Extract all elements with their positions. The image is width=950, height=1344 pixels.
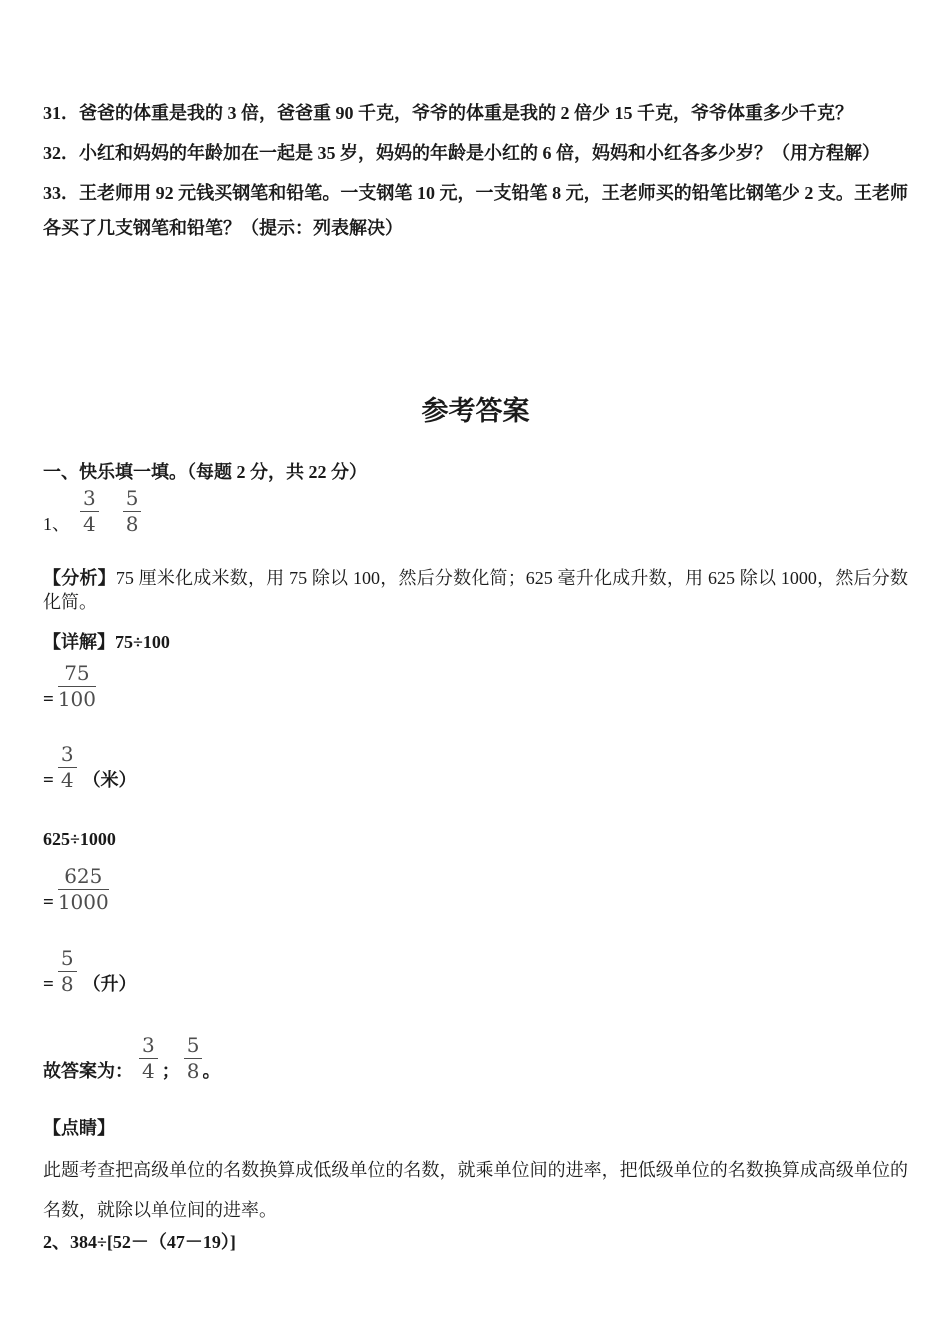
equals-sign: = — [43, 892, 54, 913]
conclusion-fraction-5-8 — [184, 1034, 203, 1083]
conclusion-separator: ； — [161, 1061, 180, 1081]
analysis-paragraph — [43, 566, 908, 614]
answers-title: 参考答案 — [421, 396, 530, 426]
equation-step-1 — [43, 662, 908, 711]
detail-label: 【详解】 — [43, 632, 115, 652]
answer-fraction-3-4 — [80, 487, 99, 536]
fraction-denominator: 8 — [186, 1059, 200, 1083]
fraction-denominator: 4 — [60, 768, 74, 792]
fraction-625-1000 — [58, 865, 109, 914]
equals-sign: = — [43, 689, 54, 710]
fraction-numerator: 5 — [58, 947, 77, 972]
fraction-numerator: 3 — [80, 487, 99, 512]
detail-line — [43, 630, 908, 654]
section-heading: 一、快乐填一填。（每题 2 分，共 22 分） — [43, 462, 367, 482]
question-31: 31．爸爸的体重是我的 3 倍，爸爸重 90 千克，爷爷的体重是我的 2 倍少 15 千克，爷爷体重多少千克？ — [43, 103, 853, 123]
equals-sign: = — [43, 770, 54, 791]
tip-paragraph: 此题考查把高级单位的名数换算成低级单位的名数，就乘单位间的进率，把低级单位的名数换算成高级单位的名数，就除以单位间的进率。 — [43, 1160, 908, 1220]
equals-sign: = — [43, 974, 54, 995]
tip-label-line — [43, 1116, 908, 1140]
fraction-denominator: 100 — [57, 687, 97, 711]
answer-item-2 — [43, 1230, 908, 1254]
question-32: 32．小红和妈妈的年龄加在一起是 35 岁，妈妈的年龄是小红的 6 倍，妈妈和小红各多少岁？（用方程解） — [43, 143, 880, 163]
equation-step-3 — [43, 865, 908, 914]
fraction-denominator: 4 — [142, 1059, 155, 1083]
analysis-text: 75 厘米化成米数，用 75 除以 100，然后分数化简；625 毫升化成升数，用 625 除以 1000，然后分数化简。 — [43, 568, 908, 612]
equation-step-2 — [43, 743, 908, 792]
fraction-numerator: 5 — [123, 487, 142, 512]
fraction-numerator: 3 — [58, 743, 77, 768]
fraction-numerator: 625 — [58, 865, 109, 890]
detail-expression: 75÷100 — [115, 632, 170, 652]
expression-625-1000: 625÷1000 — [43, 829, 116, 849]
question-33: 33．王老师用 92 元钱买钢笔和铅笔。一支钢笔 10 元，一支铅笔 8 元，王老师买的铅笔比钢笔少 2 支。王老师各买了几支钢笔和铅笔？（提示：列表解决） — [43, 183, 908, 238]
conclusion-line — [43, 1034, 908, 1083]
answer-item-1 — [43, 488, 908, 536]
conclusion-prefix: 故答案为： — [43, 1061, 133, 1081]
fraction-denominator: 8 — [125, 512, 139, 536]
item-1-label: 1、 — [43, 514, 70, 534]
fraction-denominator: 4 — [83, 512, 96, 536]
conclusion-period: 。 — [202, 1061, 221, 1081]
analysis-label: 【分析】 — [43, 568, 116, 588]
fraction-denominator: 8 — [60, 972, 74, 996]
fraction-numerator: 3 — [139, 1034, 158, 1059]
equation-step-4 — [43, 947, 908, 996]
conclusion-fraction-3-4 — [139, 1034, 158, 1083]
item-2-expression: 384÷[52－（47－19）] — [70, 1232, 236, 1252]
fraction-5-8 — [58, 947, 77, 996]
unit-label-liter: （升） — [82, 974, 137, 994]
item-2-label: 2、 — [43, 1232, 70, 1252]
tip-label: 【点睛】 — [43, 1118, 115, 1138]
fraction-numerator: 5 — [184, 1034, 203, 1059]
fraction-3-4 — [58, 743, 77, 792]
fraction-numerator: 75 — [58, 662, 96, 687]
fraction-denominator: 1000 — [57, 890, 109, 914]
unit-label-meter: （米） — [82, 770, 137, 790]
fraction-75-100 — [58, 662, 96, 711]
answer-fraction-5-8 — [123, 487, 142, 536]
